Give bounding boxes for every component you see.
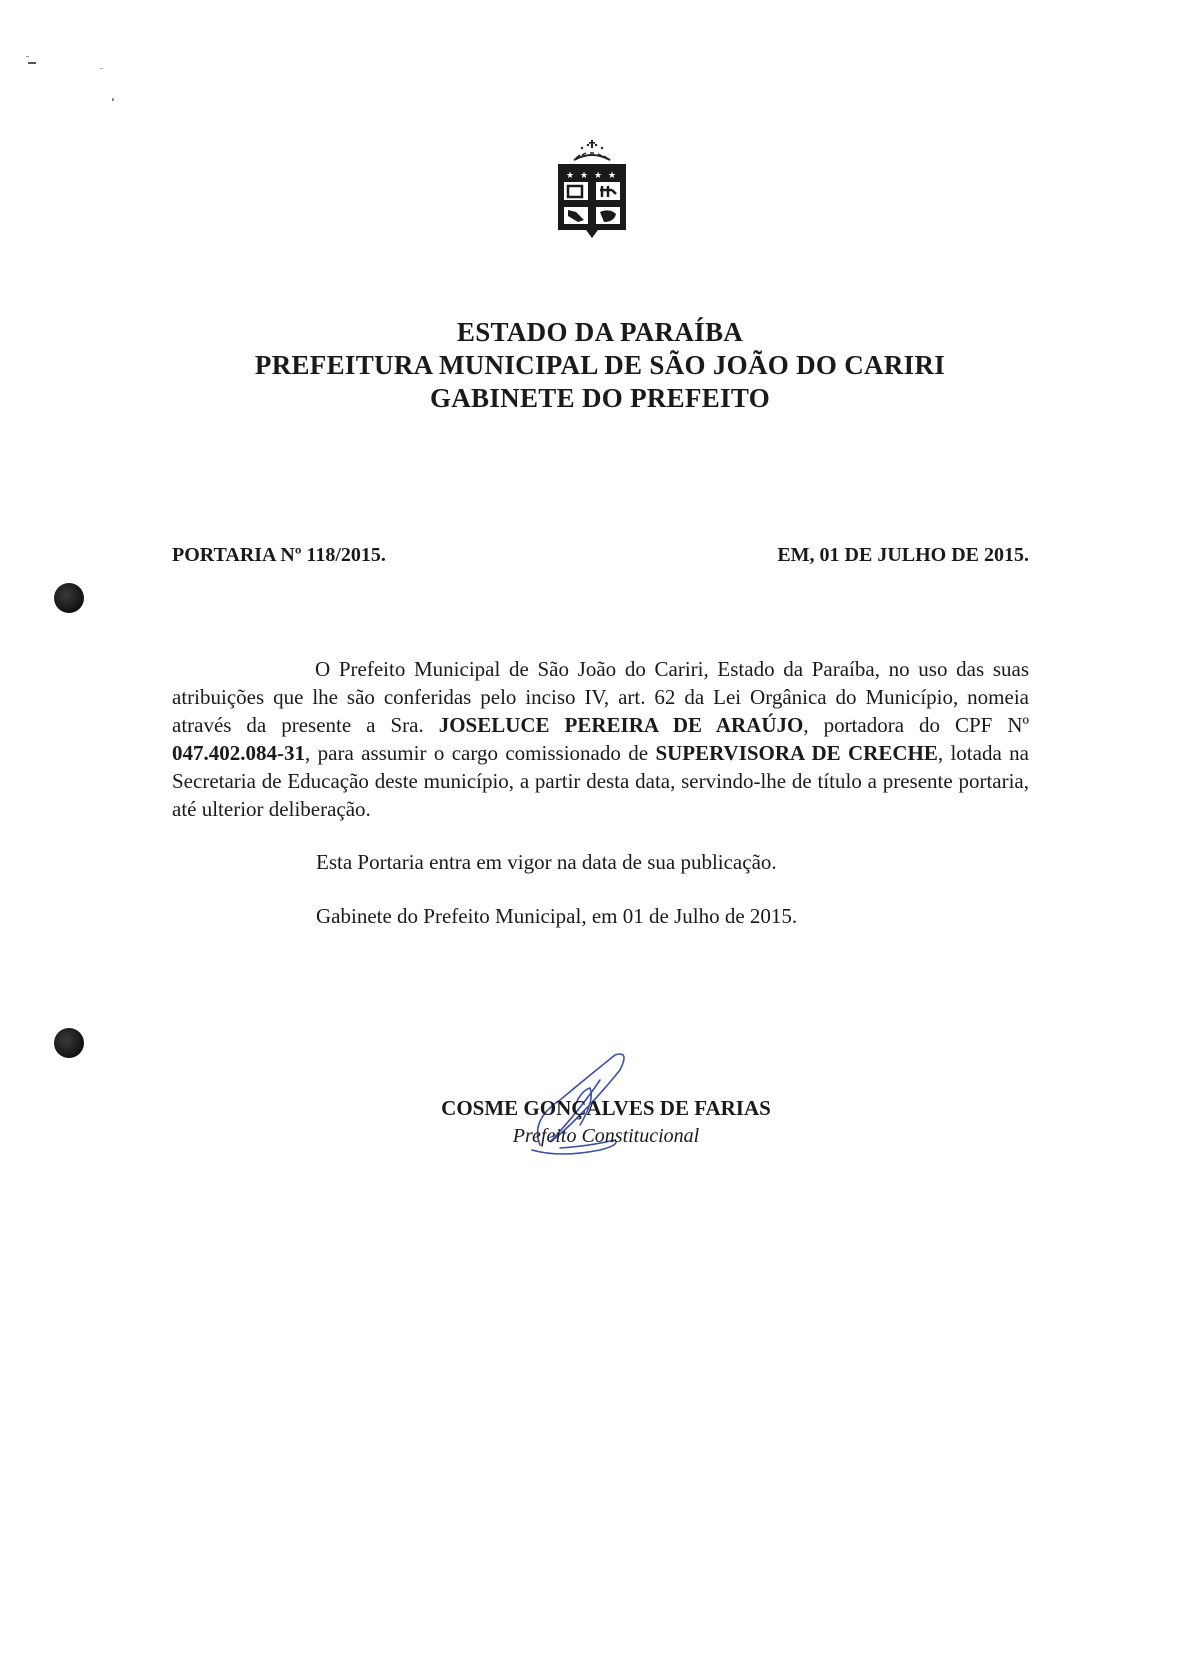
scan-specks [0, 0, 140, 120]
paragraph-text-1: O Prefeito Municipal de São João do Cariri, Estado da Paraíba, no uso das suas atribuições que lhe são conferidas pelo inciso IV, art. 62 da Lei Orgânica do Município, nomeia através da presente a Sra. [172, 657, 1029, 737]
effective-paragraph: Esta Portaria entra em vigor na data de sua publicação. [316, 850, 777, 874]
signer-name: COSME GONÇALVES DE FARIAS [441, 1096, 771, 1120]
portaria-heading [172, 544, 1029, 567]
punch-hole-bottom [54, 1028, 84, 1058]
header-office: GABINETE DO PREFEITO [429, 383, 771, 413]
appointee-name: JOSELUCE PEREIRA DE ARAÚJO [438, 713, 804, 737]
svg-text:★: ★ [608, 171, 617, 181]
paragraph-text-4: , lotada na Secretaria de Educação deste município, a partir desta data, servindo-lhe de título a presente portaria, até ulterior deliberação. [172, 741, 1029, 821]
portaria-date: EM, 01 DE JULHO DE 2015. [777, 544, 1029, 566]
paragraph-text-3: , para assumir o cargo comissionado de [305, 741, 656, 765]
appointee-position: SUPERVISORA DE CRECHE [655, 741, 938, 765]
main-paragraph [172, 655, 1029, 823]
svg-text:★: ★ [566, 171, 575, 181]
punch-hole-top [54, 583, 84, 613]
header-municipality: PREFEITURA MUNICIPAL DE SÃO JOÃO DO CARIRI [254, 350, 946, 380]
municipal-crest-icon [550, 138, 634, 250]
appointee-cpf: 047.402.084-31 [172, 741, 305, 765]
paragraph-text-2: , portadora do CPF Nº [803, 713, 1029, 737]
svg-text:★: ★ [580, 171, 589, 181]
portaria-number: PORTARIA Nº 118/2015. [172, 544, 386, 566]
svg-text:★: ★ [594, 171, 603, 181]
header-state: ESTADO DA PARAÍBA [456, 317, 744, 347]
document-header [0, 316, 1200, 415]
signer-title: Prefeito Constitucional [512, 1125, 700, 1147]
closing-paragraph: Gabinete do Prefeito Municipal, em 01 de Julho de 2015. [316, 904, 798, 928]
